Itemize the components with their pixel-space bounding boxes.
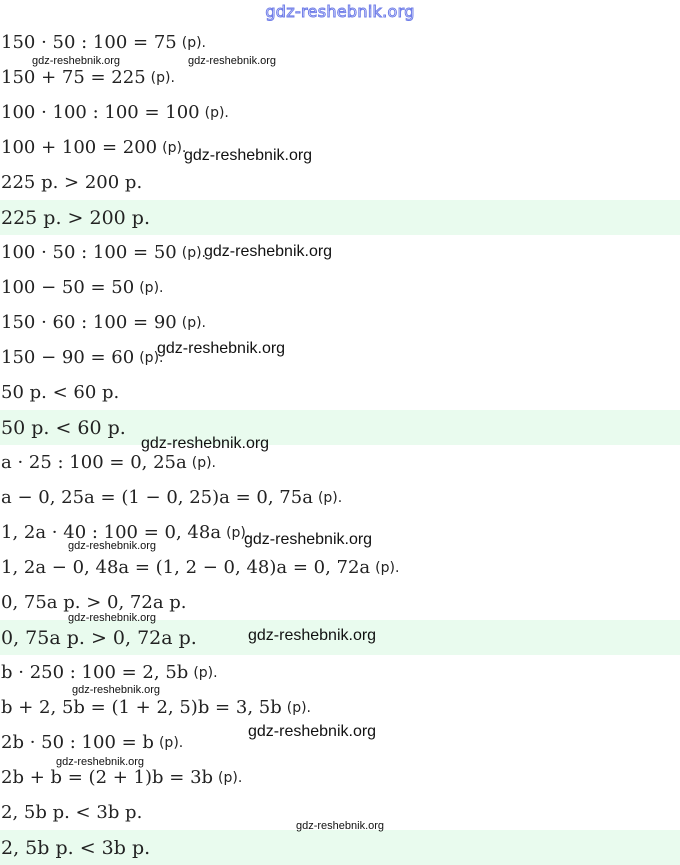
math-expression: 150 − 90 = 60 bbox=[1, 347, 135, 368]
unit-label: (р). bbox=[218, 769, 243, 786]
math-expression: 50 р. < 60 р. bbox=[1, 382, 120, 403]
math-expression: 150 · 50 : 100 = 75 bbox=[1, 32, 177, 53]
answer-line bbox=[0, 410, 680, 445]
solution-line bbox=[0, 340, 680, 375]
solution-line bbox=[0, 235, 680, 270]
watermark-text: gdz-reshebnik.org bbox=[248, 627, 377, 644]
solution-line bbox=[0, 305, 680, 340]
solution-line bbox=[0, 165, 680, 200]
math-expression: 225 р. > 200 р. bbox=[1, 206, 151, 229]
unit-label: (р). bbox=[162, 139, 187, 156]
math-expression: 100 + 100 = 200 bbox=[1, 137, 158, 158]
watermark-text: gdz-reshebnik.org bbox=[56, 756, 145, 768]
unit-label: (р). bbox=[204, 104, 229, 121]
answer-line bbox=[0, 830, 680, 865]
watermark-text: gdz-reshebnik.org bbox=[296, 820, 385, 832]
watermark-text: gdz-reshebnik.org bbox=[32, 55, 121, 67]
unit-label: (р). bbox=[150, 69, 175, 86]
solution-line bbox=[0, 480, 680, 515]
unit-label: (р). bbox=[181, 244, 206, 261]
unit-label: (р). bbox=[158, 734, 184, 751]
watermark-text: gdz-reshebnik.org bbox=[68, 540, 157, 552]
unit-label: (р). bbox=[317, 489, 343, 506]
solution-line bbox=[0, 375, 680, 410]
math-expression: 50 р. < 60 р. bbox=[1, 416, 126, 439]
unit-label: (р). bbox=[181, 34, 206, 51]
unit-label: (р). bbox=[226, 524, 251, 541]
unit-label: (р). bbox=[375, 559, 400, 576]
unit-label: (р). bbox=[181, 314, 206, 331]
math-expression: 2, 5b р. < 3b р. bbox=[1, 802, 143, 823]
math-expression: 1, 2a · 40 : 100 = 0, 48a bbox=[1, 522, 222, 543]
unit-label: (р). bbox=[191, 454, 216, 471]
math-expression: a · 25 : 100 = 0, 25a bbox=[1, 452, 187, 473]
watermark-text: gdz-reshebnik.org bbox=[188, 55, 277, 67]
solution-line bbox=[0, 445, 680, 480]
math-expression: 0, 75a р. > 0, 72a р. bbox=[1, 626, 197, 649]
site-header-text: gdz-reshebnik.org bbox=[265, 2, 415, 21]
watermark-text: gdz-reshebnik.org bbox=[204, 243, 333, 260]
watermark-text: gdz-reshebnik.org bbox=[72, 684, 161, 696]
math-expression: 2, 5b р. < 3b р. bbox=[1, 836, 151, 859]
watermark-text: gdz-reshebnik.org bbox=[184, 147, 313, 164]
solution-line bbox=[0, 95, 680, 130]
solution-line bbox=[0, 270, 680, 305]
math-expression: 100 − 50 = 50 bbox=[1, 277, 135, 298]
watermark-text: gdz-reshebnik.org bbox=[248, 723, 377, 740]
math-expression: b + 2, 5b = (1 + 2, 5)b = 3, 5b bbox=[1, 697, 282, 718]
math-expression: 1, 2a − 0, 48a = (1, 2 − 0, 48)a = 0, 72a bbox=[1, 557, 371, 578]
unit-label: (р). bbox=[193, 664, 218, 681]
unit-label: (р). bbox=[139, 349, 164, 366]
solution-line bbox=[0, 130, 680, 165]
unit-label: (р). bbox=[139, 279, 164, 296]
math-expression: 225 р. > 200 р. bbox=[1, 172, 143, 193]
watermark-text: gdz-reshebnik.org bbox=[68, 612, 157, 624]
math-expression: 150 + 75 = 225 bbox=[1, 67, 146, 88]
math-expression: 150 · 60 : 100 = 90 bbox=[1, 312, 177, 333]
math-expression: 100 · 100 : 100 = 100 bbox=[1, 102, 200, 123]
watermark-text: gdz-reshebnik.org bbox=[141, 435, 270, 452]
math-expression: 2b · 50 : 100 = b bbox=[1, 732, 154, 753]
math-expression: 0, 75a р. > 0, 72a р. bbox=[1, 592, 187, 613]
math-expression: a − 0, 25a = (1 − 0, 25)a = 0, 75a bbox=[1, 487, 313, 508]
math-expression: 2b + b = (2 + 1)b = 3b bbox=[1, 767, 214, 788]
watermark-text: gdz-reshebnik.org bbox=[157, 340, 286, 357]
watermark-text: gdz-reshebnik.org bbox=[244, 531, 373, 548]
answer-line bbox=[0, 200, 680, 235]
unit-label: (р). bbox=[286, 699, 311, 716]
site-header bbox=[0, 0, 680, 24]
solution-line bbox=[0, 550, 680, 585]
math-expression: b · 250 : 100 = 2, 5b bbox=[1, 662, 189, 683]
math-expression: 100 · 50 : 100 = 50 bbox=[1, 242, 177, 263]
